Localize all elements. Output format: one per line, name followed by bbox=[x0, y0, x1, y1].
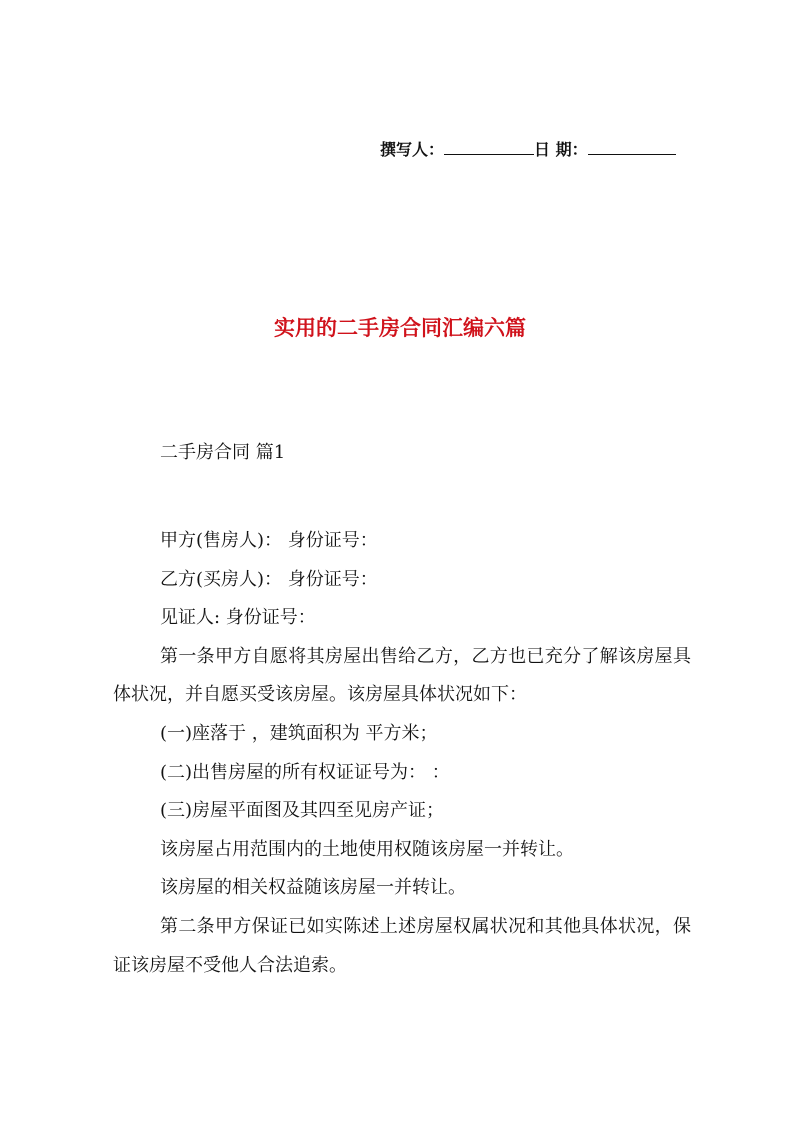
date-label: 日 期： bbox=[534, 140, 588, 159]
date-blank-field bbox=[588, 138, 676, 155]
article-2-paragraph: 第二条甲方保证已如实陈述上述房屋权属状况和其他具体状况，保证该房屋不受他人合法追索。 bbox=[113, 915, 691, 976]
party-b-line: 乙方(买房人)： 身份证号： bbox=[160, 568, 378, 590]
article-1-paragraph: 第一条甲方自愿将其房屋出售给乙方，乙方也已充分了解该房屋具体状况，并自愿买受该房屋。该房屋具体状况如下： bbox=[113, 645, 691, 706]
witness-line: 见证人: 身份证号： bbox=[160, 607, 316, 629]
item-2-paragraph: (二)出售房屋的所有权证证号为： ： bbox=[160, 761, 450, 783]
author-label: 撰写人： bbox=[380, 140, 445, 159]
item-1-paragraph: (一)座落于 ，建筑面积为 平方米； bbox=[160, 722, 438, 744]
item-3-paragraph: (三)房屋平面图及其四至见房产证； bbox=[160, 800, 445, 822]
land-use-paragraph: 该房屋占用范围内的土地使用权随该房屋一并转让。 bbox=[160, 838, 574, 860]
author-date-line bbox=[380, 138, 700, 162]
contract-body bbox=[113, 522, 691, 985]
rights-paragraph: 该房屋的相关权益随该房屋一并转让。 bbox=[160, 877, 466, 899]
author-blank-field bbox=[444, 138, 534, 155]
document-title: 实用的二手房合同汇编六篇 bbox=[274, 315, 526, 340]
section-heading: 二手房合同 篇1 bbox=[160, 442, 286, 463]
party-a-line: 甲方(售房人)： 身份证号： bbox=[160, 530, 378, 551]
